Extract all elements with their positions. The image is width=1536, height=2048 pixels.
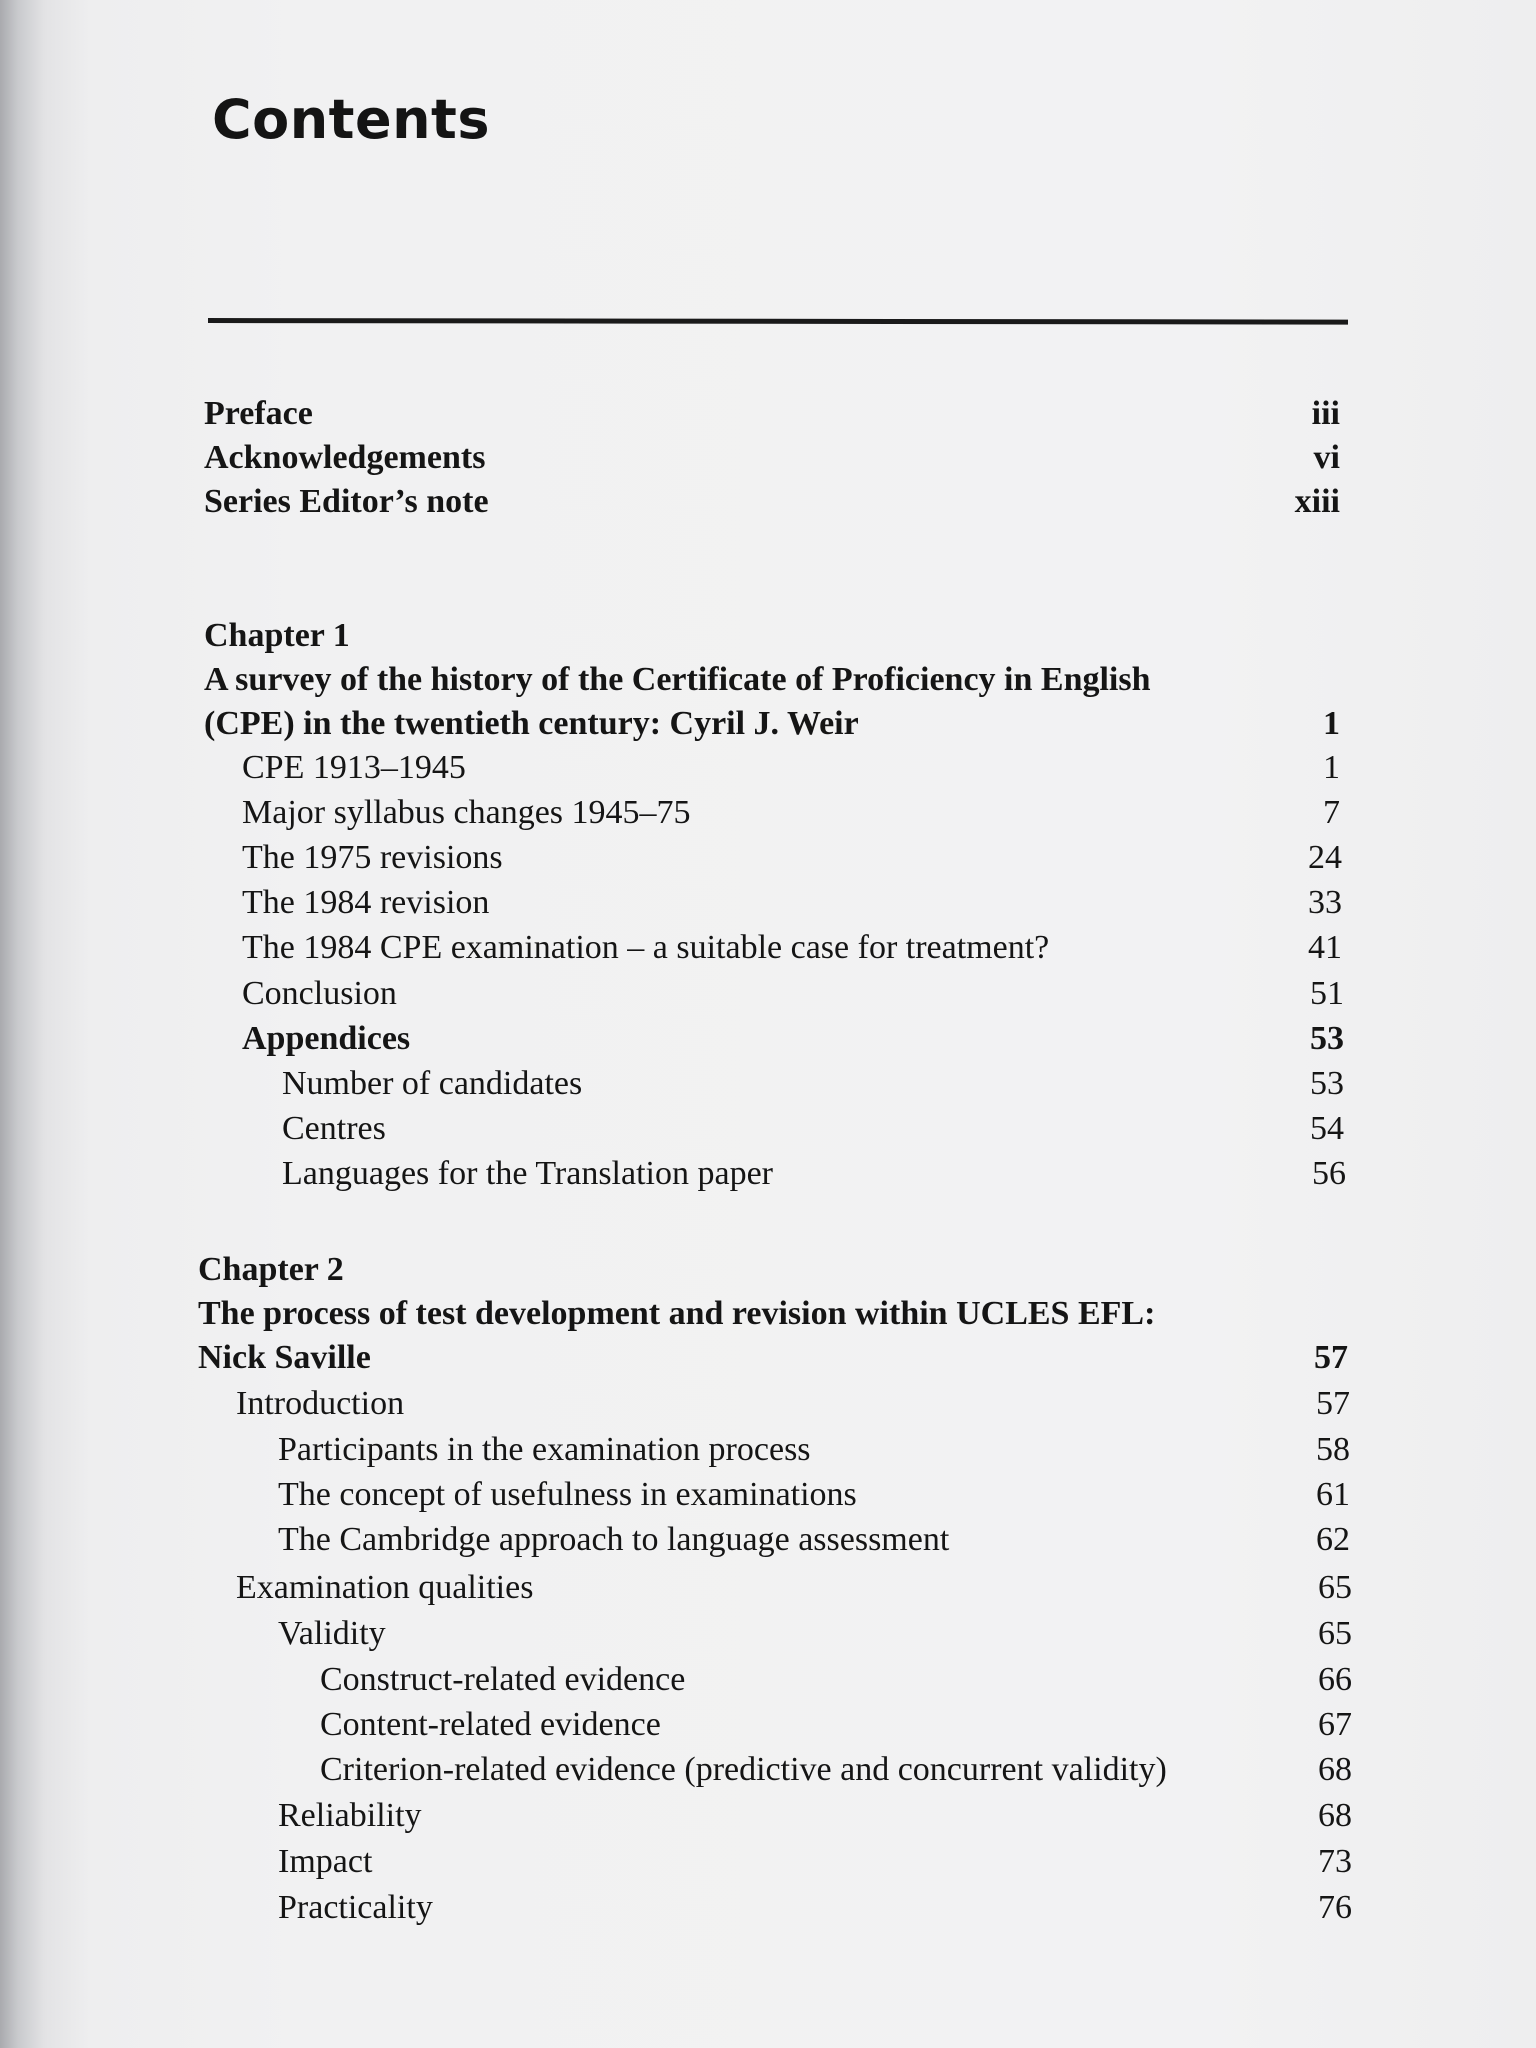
toc-page-number: 66: [1318, 1661, 1352, 1698]
toc-page-number: 41: [1308, 929, 1342, 966]
toc-entry-title: Major syllabus changes 1945–75: [242, 794, 691, 831]
toc-entry-title: Introduction: [236, 1385, 405, 1422]
toc-entry-title: Criterion-related evidence (predictive and concurrent validity): [320, 1751, 1167, 1788]
title-divider: [208, 318, 1348, 325]
toc-page-number: 57: [1316, 1385, 1350, 1422]
toc-entry: [236, 1382, 1350, 1426]
toc-page-number: 53: [1310, 1065, 1344, 1102]
toc-page-number: 54: [1310, 1110, 1344, 1147]
toc-entry: [242, 791, 1340, 835]
toc-entry-title: Acknowledgements: [204, 439, 486, 476]
toc-subsubentry: [320, 1748, 1352, 1792]
toc-subentry: [278, 1612, 1352, 1656]
toc-entry-appendices: [242, 1017, 1344, 1061]
toc-page-number: 33: [1308, 884, 1342, 921]
toc-entry-title: The concept of usefulness in examinations: [278, 1476, 857, 1513]
toc-subentry: [278, 1473, 1350, 1517]
toc-entry: [242, 926, 1342, 970]
toc-entry: [242, 836, 1342, 880]
page-title: Contents: [212, 88, 491, 151]
toc-entry-title: Appendices: [242, 1020, 411, 1057]
toc-entry-title: Validity: [278, 1615, 386, 1652]
toc-entry-title: Examination qualities: [236, 1569, 534, 1606]
chapter-2-title-line-2: [198, 1336, 1348, 1380]
toc-page-number: 67: [1318, 1706, 1352, 1743]
toc-entry-title: A survey of the history of the Certificate of Proficiency in English: [204, 661, 1151, 698]
toc-page-number: 51: [1310, 975, 1344, 1012]
toc-entry-title: Chapter 1: [204, 617, 350, 654]
toc-page-number: 53: [1310, 1020, 1344, 1057]
toc-subentry: [282, 1152, 1346, 1196]
toc-entry: [236, 1566, 1352, 1610]
toc-page-number: 68: [1318, 1797, 1352, 1834]
toc-subsubentry: [320, 1658, 1352, 1702]
toc-subentry: [278, 1518, 1350, 1562]
toc-entry-title: Participants in the examination process: [278, 1431, 811, 1468]
toc-entry-title: Languages for the Translation paper: [282, 1155, 773, 1192]
chapter-2-title-line-1: [198, 1292, 1346, 1336]
toc-page-number: iii: [1311, 395, 1340, 432]
chapter-1-title-line-1: [204, 658, 1340, 702]
toc-page-number: vi: [1313, 439, 1340, 476]
toc-entry-title: Practicality: [278, 1889, 433, 1926]
toc-entry-acknowledgements: [204, 436, 1340, 480]
toc-entry-title: Conclusion: [242, 975, 397, 1012]
toc-entry-title: Series Editor’s note: [204, 483, 489, 520]
toc-entry-title: The 1975 revisions: [242, 839, 503, 876]
toc-entry: [242, 881, 1342, 925]
toc-entry-title: Preface: [204, 395, 313, 432]
toc-entry-title: Construct-related evidence: [320, 1661, 686, 1698]
toc-page-number: 62: [1316, 1521, 1350, 1558]
chapter-2-label: [198, 1248, 1346, 1292]
toc-subentry: [278, 1794, 1352, 1838]
toc-page-number: 73: [1318, 1843, 1352, 1880]
toc-entry: [242, 746, 1340, 790]
toc-entry-title: Impact: [278, 1843, 373, 1880]
toc-entry-title: Nick Saville: [198, 1339, 371, 1376]
toc-entry-title: Chapter 2: [198, 1251, 344, 1288]
toc-page-number: 65: [1318, 1569, 1352, 1606]
toc-entry-title: Reliability: [278, 1797, 422, 1834]
toc-subentry: [278, 1840, 1352, 1884]
toc-subentry: [282, 1107, 1344, 1151]
toc-page-number: 7: [1323, 794, 1340, 831]
toc-entry-title: The process of test development and revision within UCLES EFL:: [198, 1295, 1156, 1332]
toc-entry-title: Number of candidates: [282, 1065, 583, 1102]
toc-page-number: 61: [1316, 1476, 1350, 1513]
toc-page-number: 56: [1312, 1155, 1346, 1192]
toc-entry: [242, 972, 1344, 1016]
toc-page-number: 1: [1323, 749, 1340, 786]
toc-page-number: 65: [1318, 1615, 1352, 1652]
toc-page-number: 57: [1314, 1339, 1348, 1376]
toc-page-number: 24: [1308, 839, 1342, 876]
chapter-1-title-line-2: [204, 702, 1340, 746]
toc-entry-title: Content-related evidence: [320, 1706, 661, 1743]
toc-subentry: [278, 1428, 1350, 1472]
toc-entry-title: The 1984 revision: [242, 884, 490, 921]
toc-page-number: 58: [1316, 1431, 1350, 1468]
chapter-1-label: [204, 614, 1340, 658]
toc-entry-title: The Cambridge approach to language assessment: [278, 1521, 950, 1558]
toc-subentry: [282, 1062, 1344, 1106]
toc-entry-preface: [204, 392, 1340, 436]
toc-entry-series-editors-note: [204, 480, 1340, 524]
toc-entry-title: The 1984 CPE examination – a suitable case for treatment?: [242, 929, 1050, 966]
toc-subentry: [278, 1886, 1352, 1930]
toc-entry-title: Centres: [282, 1110, 386, 1147]
toc-page-number: 68: [1318, 1751, 1352, 1788]
toc-page-number: xiii: [1294, 483, 1340, 520]
toc-page-number: 1: [1323, 705, 1340, 742]
toc-entry-title: (CPE) in the twentieth century: Cyril J. Weir: [204, 705, 859, 742]
toc-entry-title: CPE 1913–1945: [242, 749, 466, 786]
toc-subsubentry: [320, 1703, 1352, 1747]
toc-page-number: 76: [1318, 1889, 1352, 1926]
